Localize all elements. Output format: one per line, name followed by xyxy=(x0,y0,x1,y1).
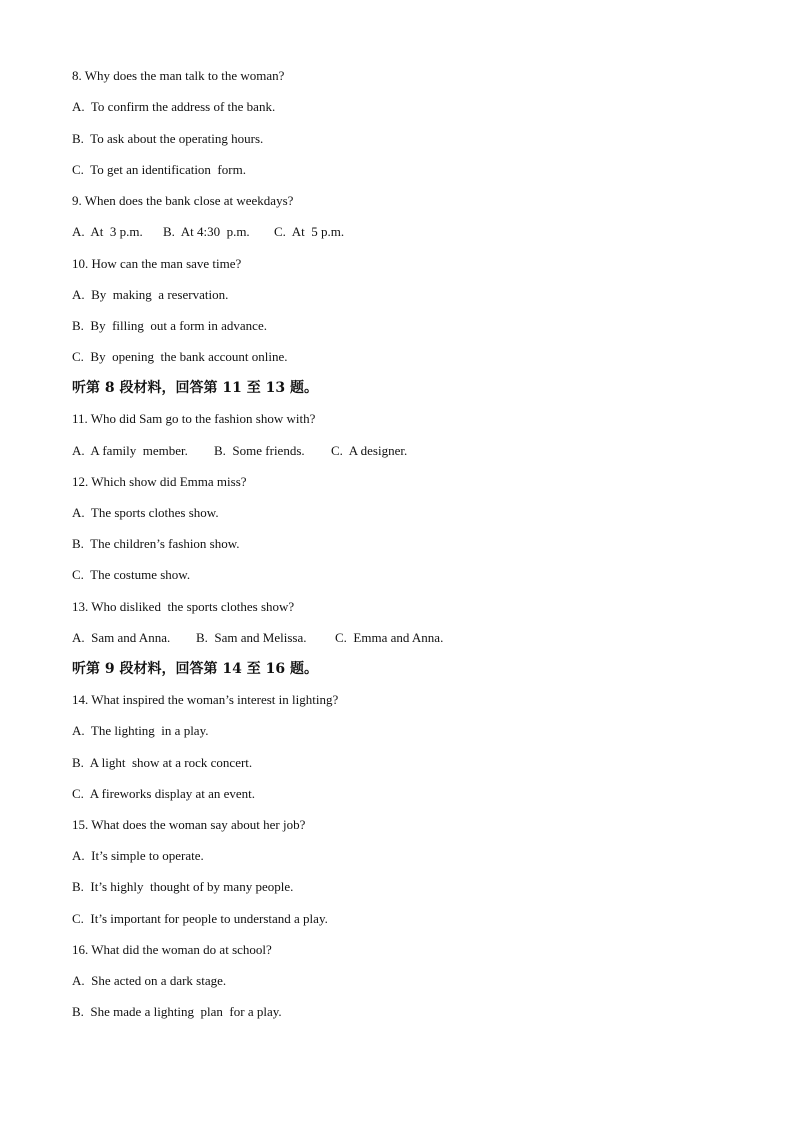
q14-option-c: C. A fireworks display at an event. xyxy=(72,786,256,801)
q9-option-c: C. At 5 p.m. xyxy=(274,224,345,239)
q11-option-c: C. A designer. xyxy=(331,443,408,458)
q14-option-b: B. A light show at a rock concert. xyxy=(72,755,253,770)
q10-option-b: B. By filling out a form in advance. xyxy=(72,318,267,333)
q15-option-a: A. It’s simple to operate. xyxy=(72,848,204,863)
q13-option-a: A. Sam and Anna. xyxy=(72,630,171,645)
q16-option-b: B. She made a lighting plan for a play. xyxy=(72,1004,282,1019)
q11-option-a: A. A family member. xyxy=(72,443,188,458)
q13-option-c: C. Emma and Anna. xyxy=(335,630,444,645)
q15-option-c: C. It’s important for people to understand a play. xyxy=(72,911,328,926)
question-12: 12. Which show did Emma miss? xyxy=(72,474,247,489)
q16-option-a: A. She acted on a dark stage. xyxy=(72,973,227,988)
question-11: 11. Who did Sam go to the fashion show with? xyxy=(72,411,316,426)
q8-option-a: A. To confirm the address of the bank. xyxy=(72,99,276,114)
q11-option-b: B. Some friends. xyxy=(214,443,305,458)
section-8-heading: 听第 8 段材料，回答第 11 至 13 题。 xyxy=(72,380,318,396)
question-14: 14. What inspired the woman’s interest in lighting? xyxy=(72,692,339,707)
q8-option-b: B. To ask about the operating hours. xyxy=(72,131,264,146)
q12-option-b: B. The children’s fashion show. xyxy=(72,536,240,551)
q9-option-a: A. At 3 p.m. xyxy=(72,224,143,239)
question-15: 15. What does the woman say about her job? xyxy=(72,817,306,832)
q9-option-b: B. At 4:30 p.m. xyxy=(163,224,250,239)
question-8: 8. Why does the man talk to the woman? xyxy=(72,68,285,83)
q14-option-a: A. The lighting in a play. xyxy=(72,723,209,738)
question-10: 10. How can the man save time? xyxy=(72,256,242,271)
question-9: 9. When does the bank close at weekdays? xyxy=(72,193,294,208)
q12-option-c: C. The costume show. xyxy=(72,567,191,582)
q12-option-a: A. The sports clothes show. xyxy=(72,505,219,520)
q10-option-a: A. By making a reservation. xyxy=(72,287,229,302)
q13-option-b: B. Sam and Melissa. xyxy=(196,630,307,645)
q10-option-c: C. By opening the bank account online. xyxy=(72,349,288,364)
question-13: 13. Who disliked the sports clothes show? xyxy=(72,599,295,614)
q15-option-b: B. It’s highly thought of by many people. xyxy=(72,879,294,894)
question-16: 16. What did the woman do at school? xyxy=(72,942,272,957)
q8-option-c: C. To get an identification form. xyxy=(72,162,246,177)
section-9-heading: 听第 9 段材料，回答第 14 至 16 题。 xyxy=(72,661,318,677)
